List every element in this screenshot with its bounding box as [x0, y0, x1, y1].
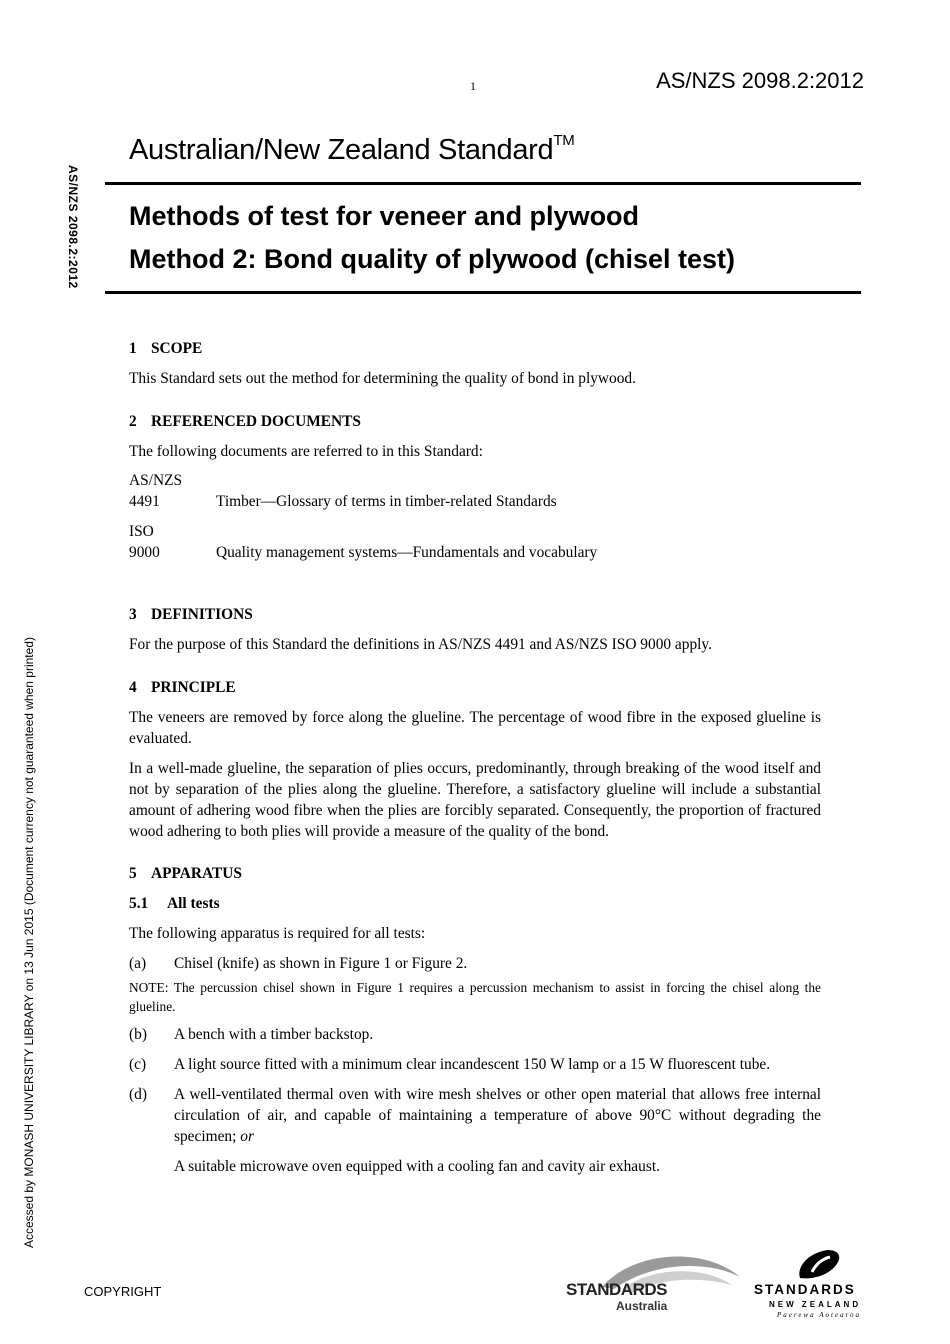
section-number: 4 — [129, 679, 137, 696]
definitions-text: For the purpose of this Standard the definitions in AS/NZS 4491 and AS/NZS ISO 9000 apply. — [129, 636, 712, 653]
subsection-title: All tests — [167, 895, 220, 912]
apparatus-note: NOTE: The percussion chisel shown in Figure 1 requires a percussion mechanism to assist in forcing the chisel along the glueline. — [129, 980, 821, 1014]
logo-text-line: STANDARDS — [566, 1280, 667, 1299]
reference-entry — [129, 521, 821, 563]
reference-title: Timber—Glossary of terms in timber-related Standards — [216, 493, 557, 510]
title-top-rule — [105, 182, 861, 185]
side-document-code: AS/NZS 2098.2:2012 — [66, 165, 80, 289]
page-number: 1 — [470, 79, 476, 93]
item-text-wrapper — [174, 1084, 821, 1147]
apparatus-item-a — [129, 953, 821, 974]
section-heading-principle — [129, 677, 821, 698]
document-body — [129, 338, 821, 1177]
standard-heading — [129, 134, 574, 167]
apparatus-item-c — [129, 1054, 821, 1075]
trademark-mark: TM — [553, 132, 575, 150]
item-text: A bench with a timber backstop. — [174, 1026, 374, 1043]
logo-text-line: STANDARDS — [754, 1282, 856, 1297]
title-line-1: Methods of test for veneer and plywood — [129, 201, 640, 231]
reference-entry — [129, 470, 821, 512]
title-bottom-rule — [105, 291, 861, 294]
item-text: A light source fitted with a minimum clear incandescent 150 W lamp or a 15 W fluorescent tube. — [174, 1056, 771, 1073]
reference-number: 4491 — [129, 493, 160, 510]
reference-row — [129, 542, 821, 563]
item-label: (a) — [129, 955, 147, 972]
item-label: (c) — [129, 1056, 147, 1073]
section-heading-referenced-documents — [129, 411, 821, 432]
section-number: 1 — [129, 340, 137, 357]
section-title: SCOPE — [151, 340, 203, 357]
section-heading-scope — [129, 338, 821, 359]
section-title: PRINCIPLE — [151, 679, 236, 696]
section-title: APPARATUS — [151, 865, 242, 882]
standards-new-zealand-logo — [752, 1244, 877, 1322]
logo-text-line: NEW ZEALAND — [769, 1300, 862, 1309]
reference-title: Quality management systems—Fundamentals and vocabulary — [216, 544, 598, 561]
standards-australia-logo — [562, 1247, 742, 1317]
section-heading-definitions — [129, 604, 821, 625]
section-number: 5 — [129, 865, 137, 882]
section-title: REFERENCED DOCUMENTS — [151, 413, 361, 430]
item-text: A well-ventilated thermal oven with wire mesh shelves or other open material that allows free internal circulation of air, and capable of maintaining a temperature of above 90°C without degrading the specimen; — [174, 1086, 821, 1145]
reference-org: AS/NZS — [129, 472, 183, 489]
copyright-label: COPYRIGHT — [84, 1284, 162, 1299]
apparatus-item-b — [129, 1024, 821, 1045]
item-label: (d) — [129, 1086, 147, 1103]
section-number: 2 — [129, 413, 137, 430]
or-word: or — [240, 1128, 254, 1145]
subsection-number: 5.1 — [129, 895, 149, 912]
section-title: DEFINITIONS — [151, 606, 253, 623]
apparatus-item-d — [129, 1084, 821, 1147]
standard-heading-text: Australian/New Zealand Standard — [129, 134, 554, 166]
section-number: 3 — [129, 606, 137, 623]
apparatus-alternative-item: A suitable microwave oven equipped with a cooling fan and cavity air exhaust. — [174, 1158, 660, 1175]
item-label: (b) — [129, 1026, 147, 1043]
subsection-heading-all-tests — [129, 893, 821, 914]
reference-row — [129, 491, 821, 512]
title-line-2: Method 2: Bond quality of plywood (chisel test) — [129, 244, 735, 274]
reference-org: ISO — [129, 523, 154, 540]
principle-paragraph-1: The veneers are removed by force along the glueline. The percentage of wood fibre in the exposed glueline is evaluated. — [129, 709, 821, 747]
logo-text-line: Paerewa Aotearoa — [777, 1311, 862, 1319]
section-heading-apparatus — [129, 863, 821, 884]
scope-text: This Standard sets out the method for determining the quality of bond in plywood. — [129, 370, 636, 387]
access-note: Accessed by MONASH UNIVERSITY LIBRARY on 13 Jun 2015 (Document currency not guaranteed when printed) — [22, 637, 36, 1248]
standards-new-zealand-emblem-icon — [752, 1244, 877, 1284]
document-code: AS/NZS 2098.2:2012 — [656, 68, 864, 93]
logo-text-line: Australia — [616, 1299, 668, 1313]
principle-paragraph-2: In a well-made glueline, the separation of plies occurs, predominantly, through breaking of the wood itself and not by separation of the plies along the glueline. Therefore, a satisfactory glueline will include a substantial amount of adhering wood fibre when the plies are forcibly separated. Consequently, the proportion of fractured wood adhering to both plies will provide a measure of the quality of the bond. — [129, 760, 821, 840]
reference-number: 9000 — [129, 544, 160, 561]
item-text: Chisel (knife) as shown in Figure 1 or Figure 2. — [174, 955, 468, 972]
apparatus-intro: The following apparatus is required for all tests: — [129, 925, 426, 942]
references-intro: The following documents are referred to in this Standard: — [129, 443, 483, 460]
